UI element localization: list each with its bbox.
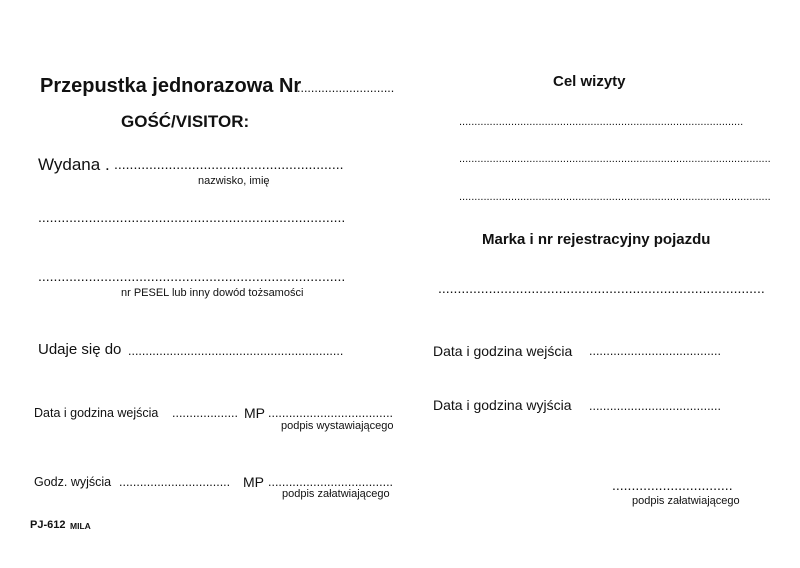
goes-to-field[interactable]: .............................................................. (128, 344, 344, 358)
entry-time-field[interactable]: ................... (172, 406, 238, 420)
handler-signature-caption-right: podpis załatwiającego (632, 495, 740, 507)
pass-title: Przepustka jednorazowa Nr (40, 75, 302, 97)
issuer-signature-caption: podpis wystawiającego (281, 420, 394, 432)
visit-purpose-heading: Cel wizyty (553, 73, 626, 90)
vehicle-exit-time-label: Data i godzina wyjścia (433, 397, 572, 413)
issuer-signature-field[interactable]: .................................... (268, 406, 394, 420)
mp-stamp-label-2: MP (243, 474, 264, 490)
visitor-line-2-field[interactable]: ............................................................................... (38, 209, 346, 225)
id-number-field[interactable]: ............................................................................... (38, 268, 346, 284)
goes-to-label: Udaje się do (38, 341, 122, 358)
form-code: PJ-612 (30, 519, 66, 531)
visit-purpose-line-1[interactable]: ............................................................................................. (459, 116, 744, 128)
visit-purpose-line-2[interactable]: ...................................................................................................... (459, 153, 771, 165)
vehicle-entry-time-field[interactable]: ...................................... (589, 344, 721, 358)
visitor-heading: GOŚĆ/VISITOR: (121, 112, 250, 131)
vehicle-heading: Marka i nr rejestracyjny pojazdu (482, 231, 711, 248)
pass-number-field[interactable]: ............................ (297, 81, 395, 95)
vehicle-entry-time-label: Data i godzina wejścia (433, 343, 573, 359)
issued-to-field[interactable]: ........................................................... (114, 156, 344, 172)
handler-signature-field[interactable]: .................................... (268, 475, 394, 489)
handler-signature-field-right[interactable]: ............................... (612, 477, 733, 493)
mp-stamp-label-1: MP (244, 405, 265, 421)
visit-purpose-line-3[interactable]: ...................................................................................................... (459, 191, 771, 203)
exit-time-field[interactable]: ................................ (119, 475, 231, 489)
entry-time-label: Data i godzina wejścia (34, 406, 159, 420)
brand-logo: MILA (70, 521, 91, 531)
id-number-caption: nr PESEL lub inny dowód tożsamości (121, 287, 304, 299)
issued-to-caption: nazwisko, imię (198, 175, 270, 187)
vehicle-field[interactable]: .................................................................................... (438, 280, 765, 296)
issued-to-label: Wydana . (38, 155, 110, 174)
handler-signature-caption: podpis załatwiającego (282, 488, 390, 500)
vehicle-exit-time-field[interactable]: ...................................... (589, 399, 721, 413)
exit-time-label: Godz. wyjścia (34, 475, 112, 489)
